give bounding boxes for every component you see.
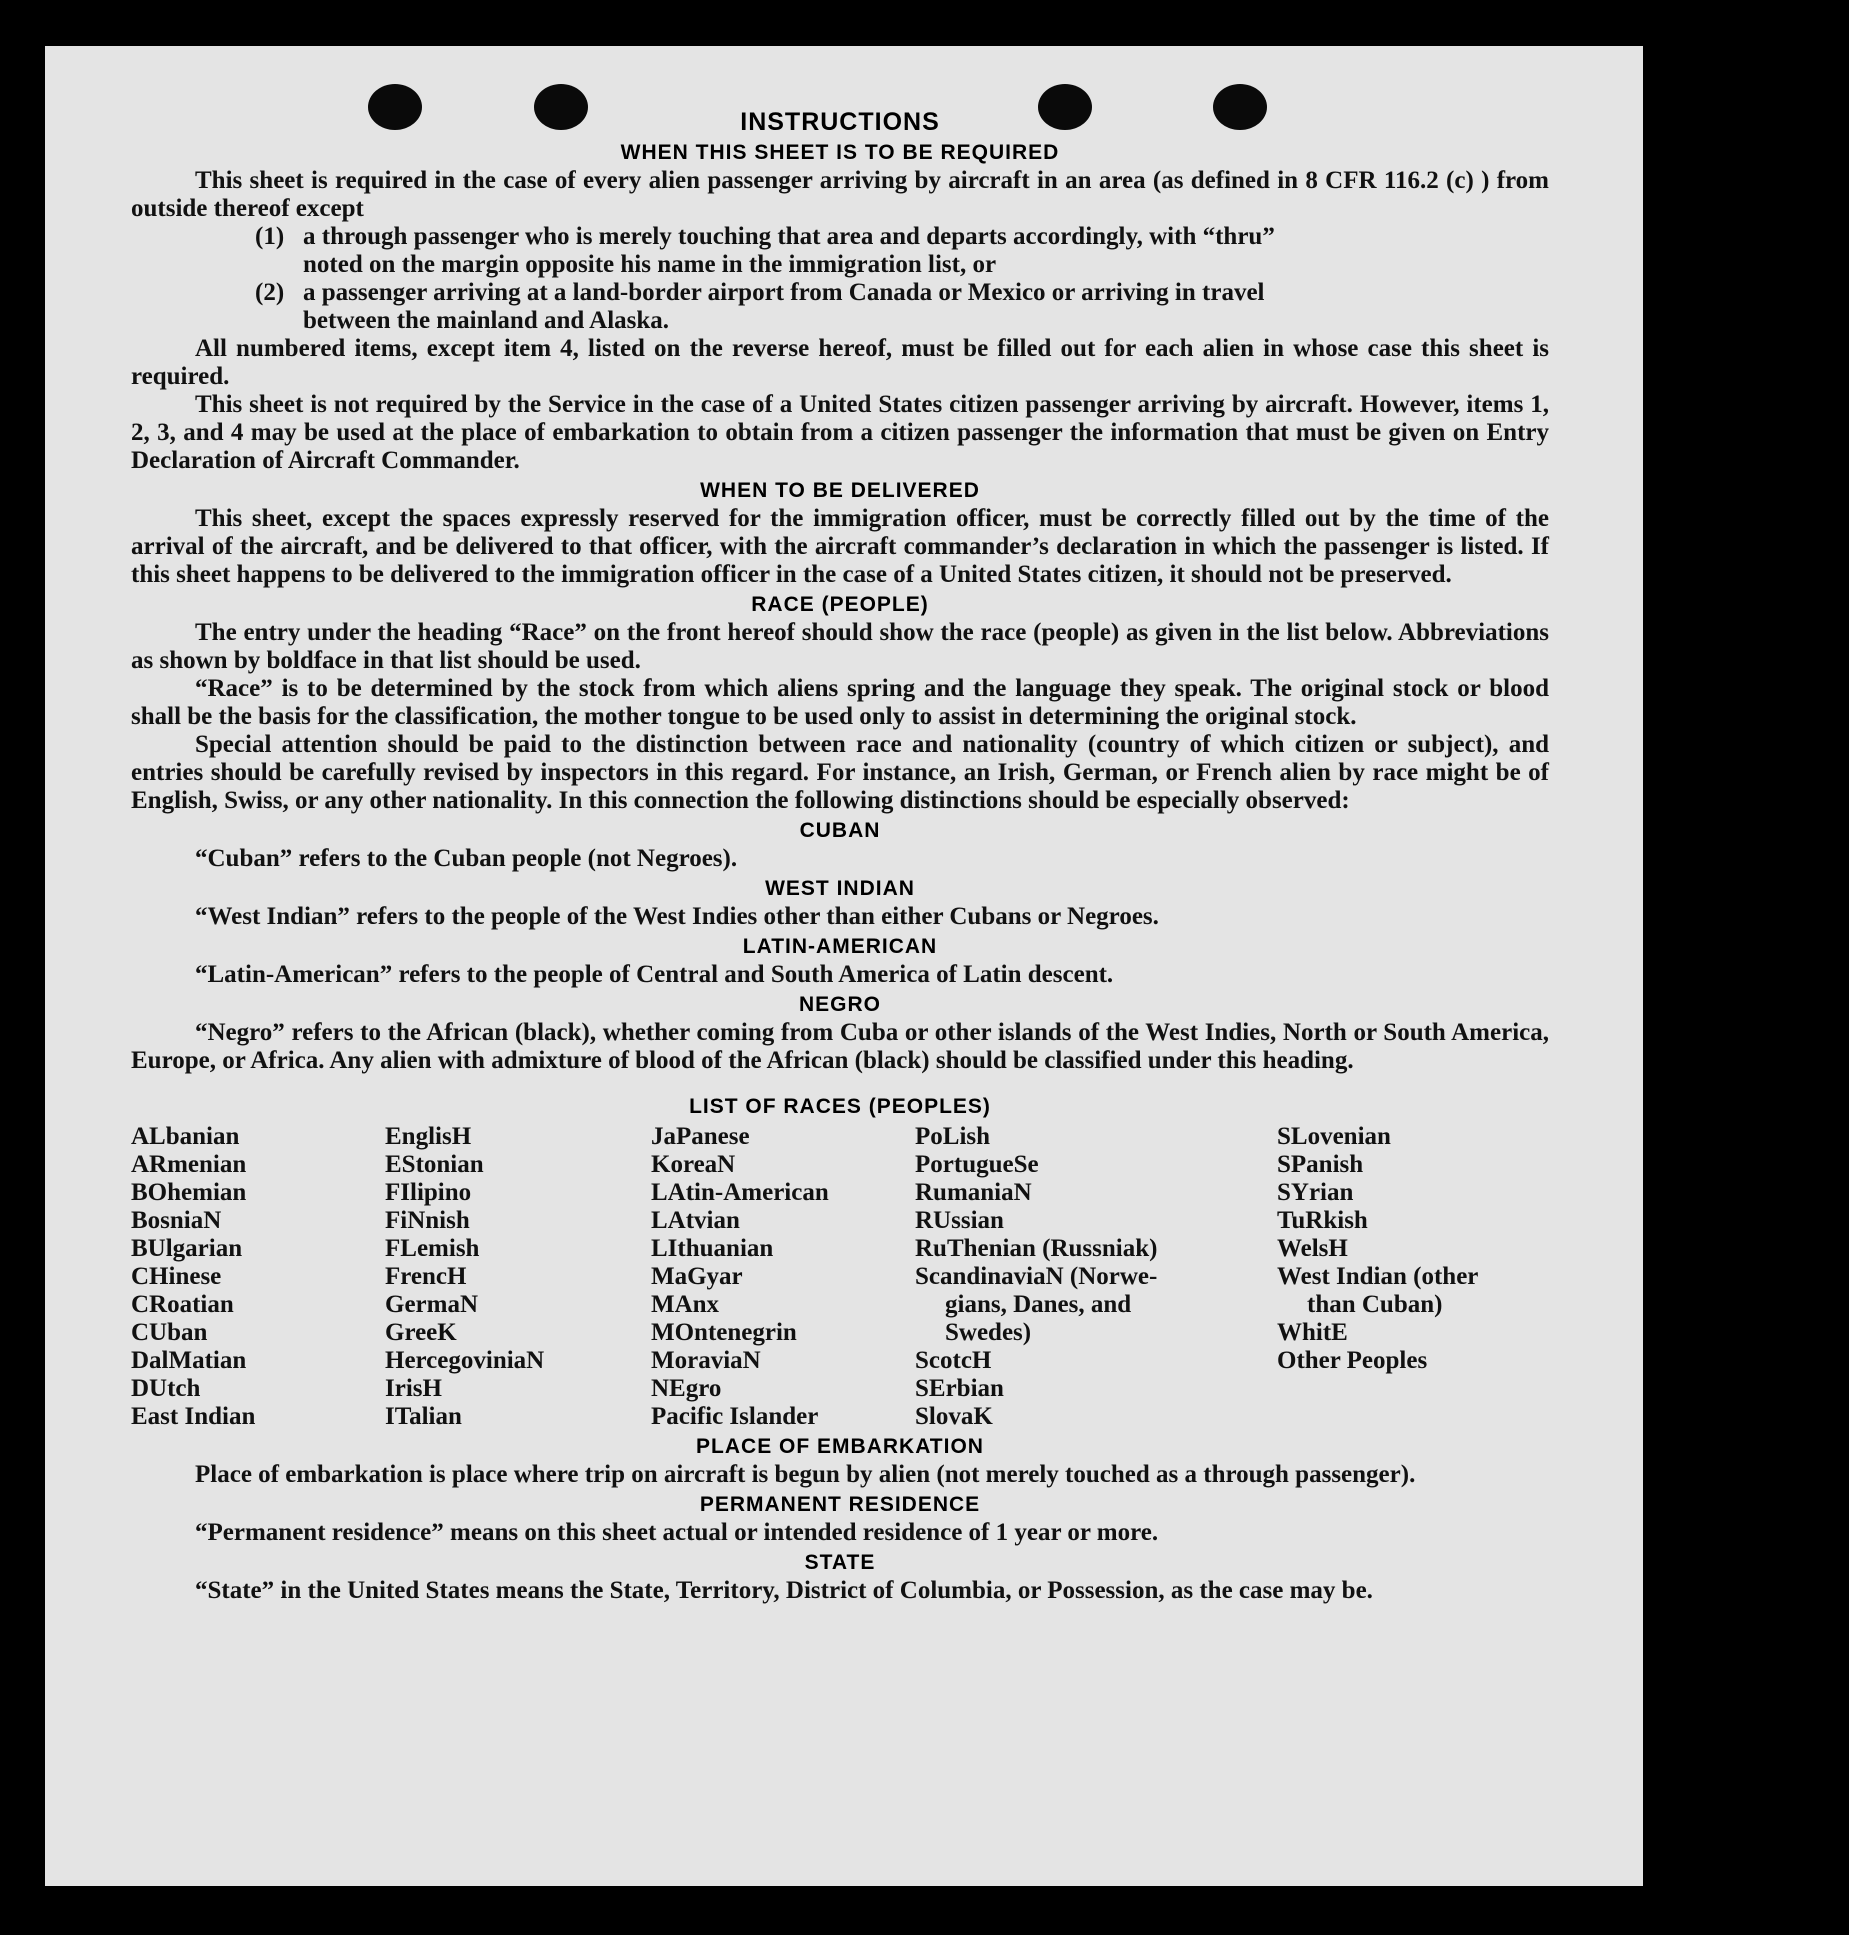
race-entry: LAtvian [651,1207,740,1234]
race-entry: MaGyar [651,1263,743,1290]
race-entry: FiNnish [385,1207,470,1234]
race-entry: SLovenian [1277,1123,1391,1150]
item-text: a passenger arriving at a land-border airport from Canada or Mexico or arriving in travel [303,279,1265,306]
when-delivered-para: This sheet, except the spaces expressly reserved for the immigration officer, must be correctly filled out by the time of the arrival of the aircraft, and be delivered to that officer, with the aircraft commander’s declaration in which the passenger is listed. If this sheet happens to be delivered to the immigration officer in the case of a United States citizen, it should not be preserved. [131,505,1549,588]
race-entry: BUlgarian [131,1235,243,1262]
race-para1: The entry under the heading “Race” on the front hereof should show the race (people) as given in the list below. Abbreviations as shown by boldface in that list should be used. [131,619,1549,674]
punch-hole [534,84,588,130]
race-entry: SPanish [1277,1151,1364,1178]
section-heading-state: STATE [804,1551,876,1574]
races-column [385,1123,651,1431]
section-heading-residence: PERMANENT RESIDENCE [699,1493,981,1516]
section-heading-when-delivered: WHEN TO BE DELIVERED [700,479,980,502]
race-entry: TuRkish [1277,1207,1368,1234]
race-entry: ITalian [385,1403,462,1430]
race-entry: ARmenian [131,1151,247,1178]
race-entry: KoreaN [651,1151,736,1178]
race-entry: Swedes) [945,1319,1032,1346]
race-entry: ALbanian [131,1123,240,1150]
race-entry: PortugueSe [915,1151,1039,1178]
section-heading-embarkation: PLACE OF EMBARKATION [696,1435,984,1458]
race-entry: DUtch [131,1375,201,1402]
section-heading-negro: NEGRO [798,993,881,1016]
when-required-para3: This sheet is not required by the Service in the case of a United States citizen passenger arriving by aircraft. However, items 1, 2, 3, and 4 may be used at the place of embarkation to obtain from a citizen passenger the information that must be given on Entry Declaration of Aircraft Commander. [131,391,1549,474]
race-entry: West Indian (other [1277,1263,1479,1290]
item-number: (1) [255,223,285,250]
race-entry: ScotcH [915,1347,992,1374]
race-entry: HercegoviniaN [385,1347,545,1374]
item-number: (2) [255,279,285,306]
race-entry: ScandinaviaN (Norwe- [915,1263,1158,1290]
latin-american-para: “Latin-American” refers to the people of Central and South America of Latin descent. [195,961,1114,988]
race-entry: FrencH [385,1263,467,1290]
document-sheet [45,46,1643,1886]
races-column [131,1123,385,1431]
section-heading-race: RACE (PEOPLE) [751,593,929,616]
punch-hole [368,84,422,130]
residence-para: “Permanent residence” means on this sheet actual or intended residence of 1 year or more. [195,1519,1159,1546]
race-entry: CUban [131,1319,208,1346]
race-entry: MOntenegrin [651,1319,797,1346]
race-entry: RUssian [915,1207,1004,1234]
race-entry: EStonian [385,1151,484,1178]
race-entry: WhitE [1277,1319,1348,1346]
punch-hole [1038,84,1092,130]
page-title: INSTRUCTIONS [740,108,940,136]
item-text: noted on the margin opposite his name in the immigration list, or [303,251,997,278]
race-entry: MAnx [651,1291,720,1318]
race-entry: East Indian [131,1403,256,1430]
race-entry: IrisH [385,1375,442,1402]
race-entry: SlovaK [915,1403,993,1430]
races-list [131,1123,1549,1431]
west-indian-para: “West Indian” refers to the people of the West Indies other than either Cubans or Negroes. [195,903,1159,930]
section-heading-races-list: LIST OF RACES (PEOPLES) [689,1095,991,1118]
race-entry: RumaniaN [915,1179,1032,1206]
item-text: a through passenger who is merely touching that area and departs accordingly, with “thru” [303,223,1275,250]
exception-item [255,279,1549,335]
race-entry: FIlipino [385,1179,472,1206]
race-entry: JaPanese [651,1123,750,1150]
race-entry: WelsH [1277,1235,1348,1262]
when-required-para2: All numbered items, except item 4, listed on the reverse hereof, must be filled out for each alien in whose case this sheet is required. [131,335,1549,390]
race-entry: FLemish [385,1235,480,1262]
race-entry: EnglisH [385,1123,472,1150]
race-entry: NEgro [651,1375,722,1402]
race-entry: SErbian [915,1375,1004,1402]
race-entry: LAtin-American [651,1179,829,1206]
when-required-intro: This sheet is required in the case of every alien passenger arriving by aircraft in an area (as defined in 8 CFR 116.2 (c) ) from outside thereof except [131,167,1549,222]
races-column [915,1123,1277,1431]
negro-para: “Negro” refers to the African (black), whether coming from Cuba or other islands of the West Indies, North or South America, Europe, or Africa. Any alien with admixture of blood of the African (black) should be classified under this heading. [131,1019,1549,1074]
race-entry: SYrian [1277,1179,1354,1206]
punch-hole [1213,84,1267,130]
race-entry: CRoatian [131,1291,234,1318]
item-text: between the mainland and Alaska. [303,307,670,334]
race-entry: RuThenian (Russniak) [915,1235,1158,1262]
race-entry: Pacific Islander [651,1403,819,1430]
race-para3: Special attention should be paid to the distinction between race and nationality (country of which citizen or subject), and entries should be carefully revised by inspectors in this regard. For instance, an Irish, German, or French alien by race might be of English, Swiss, or any other nationality. In this connection the following distinctions should be especially observed: [131,731,1549,814]
race-entry: than Cuban) [1307,1291,1443,1318]
state-para: “State” in the United States means the State, Territory, District of Columbia, or Possession, as the case may be. [195,1577,1373,1604]
race-entry: BOhemian [131,1179,247,1206]
races-column [651,1123,915,1431]
race-entry: gians, Danes, and [945,1291,1132,1318]
race-entry: DalMatian [131,1347,247,1374]
exception-item [255,223,1549,279]
race-entry: GreeK [385,1319,457,1346]
section-heading-west-indian: WEST INDIAN [765,877,915,900]
race-entry: BosniaN [131,1207,222,1234]
cuban-para: “Cuban” refers to the Cuban people (not Negroes). [195,845,738,872]
race-entry: Other Peoples [1277,1347,1428,1374]
race-para2: “Race” is to be determined by the stock from which aliens spring and the language they speak. The original stock or blood shall be the basis for the classification, the mother tongue to be used only to assist in determining the original stock. [131,675,1549,730]
races-column [1277,1123,1549,1431]
section-heading-cuban: CUBAN [799,819,881,842]
race-entry: PoLish [915,1123,991,1150]
race-entry: CHinese [131,1263,222,1290]
section-heading-when-required: WHEN THIS SHEET IS TO BE REQUIRED [620,141,1060,164]
race-entry: MoraviaN [651,1347,761,1374]
race-entry: LIthuanian [651,1235,774,1262]
embarkation-para: Place of embarkation is place where trip on aircraft is begun by alien (not merely touched as a through passenger). [195,1461,1416,1488]
race-entry: GermaN [385,1291,479,1318]
section-heading-latin-american: LATIN-AMERICAN [742,935,938,958]
